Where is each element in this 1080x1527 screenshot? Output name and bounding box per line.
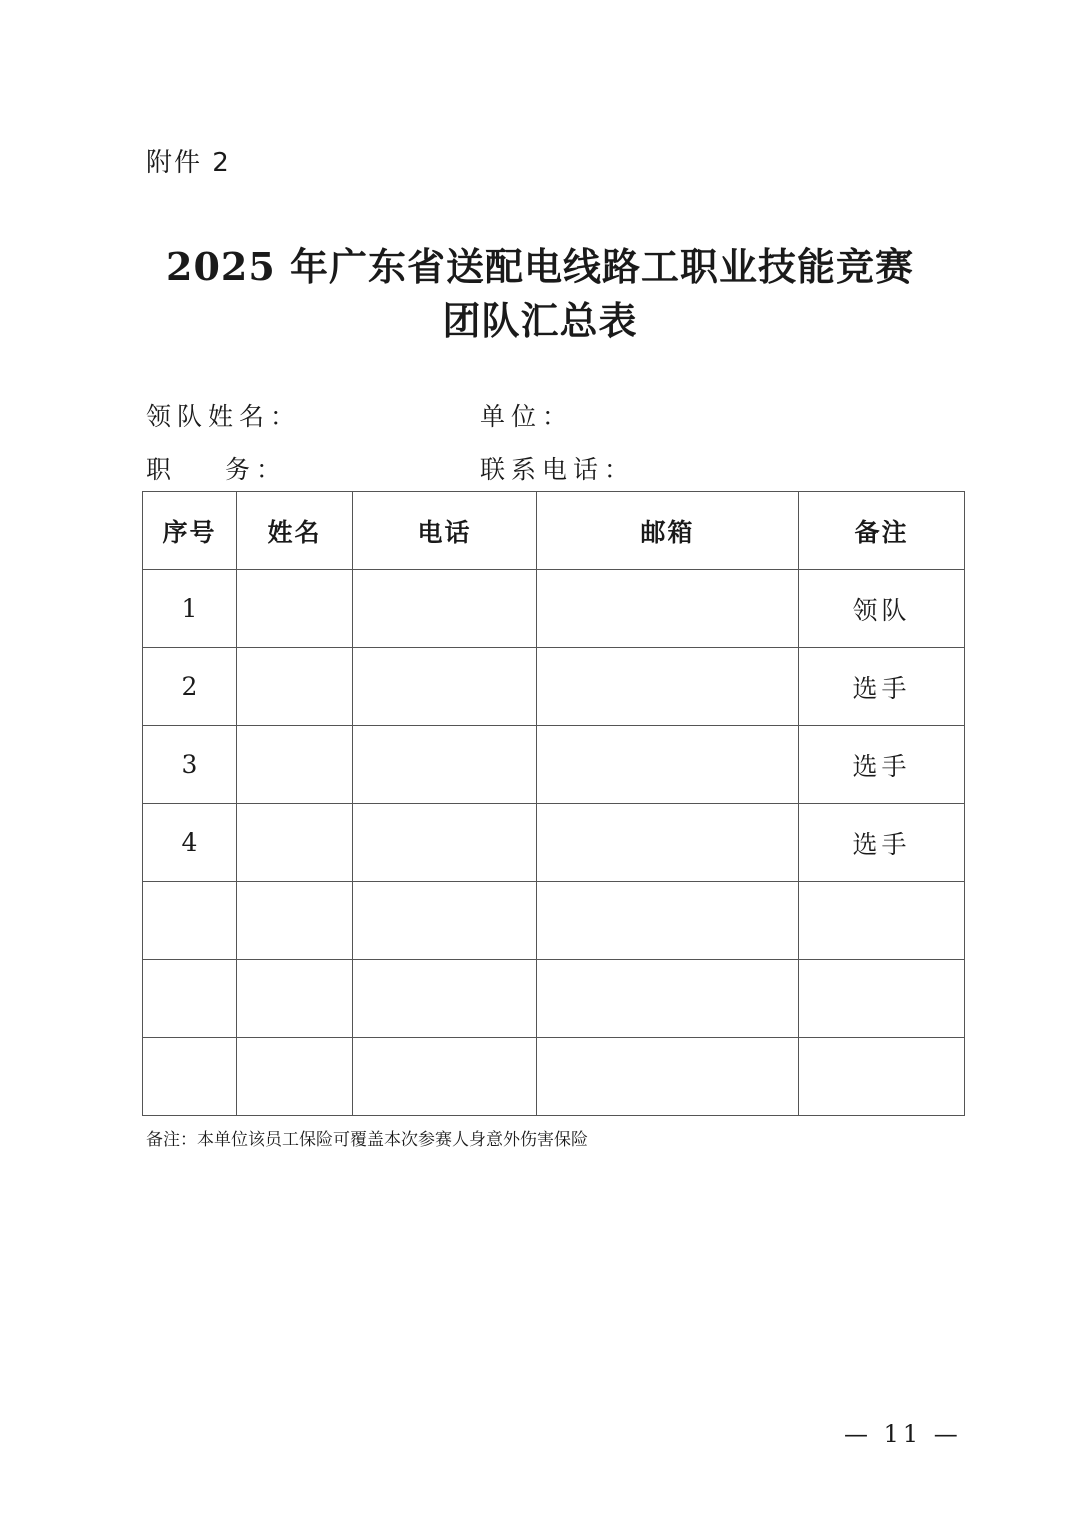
cell-phone[interactable] [353,648,537,726]
table-row [143,960,965,1038]
header-index: 序号 [143,492,237,570]
cell-index: 3 [143,726,237,804]
unit-label: 单位： [480,402,574,431]
header-email: 邮箱 [537,492,799,570]
page-number: — 11 — [844,1420,962,1448]
cell-index: 1 [143,570,237,648]
cell-email[interactable] [537,804,799,882]
cell-remark[interactable] [799,882,965,960]
position-label-rest: 务： [225,455,288,484]
position-label-char: 职 [146,455,178,484]
contact-phone-label: 联系电话： [480,455,636,484]
table-footnote: 备注：本单位该员工保险可覆盖本次参赛人身意外伤害保险 [146,1130,588,1150]
header-name: 姓名 [237,492,353,570]
cell-index: 2 [143,648,237,726]
cell-email[interactable] [537,1038,799,1116]
cell-phone[interactable] [353,726,537,804]
table-header-row [143,492,965,570]
document-title-line-1: 2025 年广东省送配电线路工职业技能竞赛 [166,244,914,289]
cell-remark[interactable] [799,960,965,1038]
cell-name[interactable] [237,960,353,1038]
cell-phone[interactable] [353,570,537,648]
cell-remark: 选手 [799,726,965,804]
table-row [143,570,965,648]
cell-email[interactable] [537,960,799,1038]
cell-remark: 领队 [799,570,965,648]
leader-name-label: 领队姓名： [146,402,302,431]
table-row [143,726,965,804]
cell-phone[interactable] [353,960,537,1038]
cell-index: 4 [143,804,237,882]
position-label [146,450,287,486]
table-row [143,804,965,882]
cell-phone[interactable] [353,1038,537,1116]
document-title-line-2: 团队汇总表 [442,298,638,343]
cell-remark: 选手 [799,648,965,726]
cell-email[interactable] [537,882,799,960]
cell-name[interactable] [237,726,353,804]
cell-name[interactable] [237,882,353,960]
header-phone: 电话 [353,492,537,570]
cell-name[interactable] [237,804,353,882]
header-remark: 备注 [799,492,965,570]
cell-email[interactable] [537,726,799,804]
table-row [143,648,965,726]
table-row [143,882,965,960]
table-row [143,1038,965,1116]
cell-name[interactable] [237,1038,353,1116]
attachment-label: 附件 2 [146,148,231,178]
cell-email[interactable] [537,570,799,648]
cell-name[interactable] [237,570,353,648]
cell-index[interactable] [143,1038,237,1116]
cell-remark[interactable] [799,1038,965,1116]
cell-remark: 选手 [799,804,965,882]
cell-name[interactable] [237,648,353,726]
team-summary-table [142,491,965,1116]
cell-phone[interactable] [353,804,537,882]
cell-index[interactable] [143,960,237,1038]
cell-email[interactable] [537,648,799,726]
cell-phone[interactable] [353,882,537,960]
cell-index[interactable] [143,882,237,960]
